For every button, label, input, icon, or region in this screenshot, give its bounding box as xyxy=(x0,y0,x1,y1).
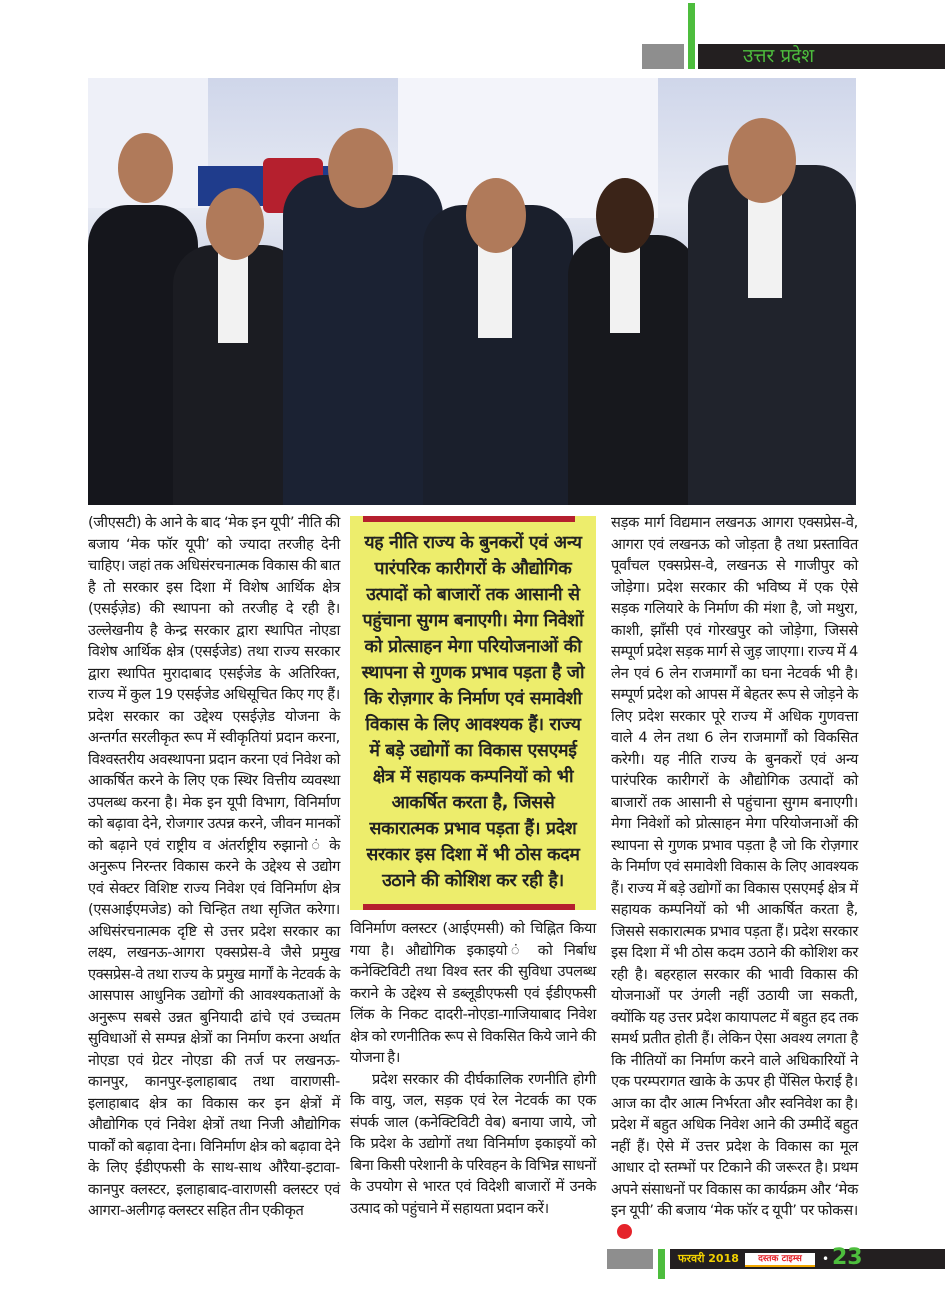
pull-quote-box xyxy=(350,516,596,910)
photo-person-head xyxy=(328,128,393,208)
paragraph-text: सड़क मार्ग विद्यमान लखनऊ आगरा एक्सप्रेस-वे, आगरा एवं लखनऊ को जोड़ता है तथा प्रस्तावित पूर्वांचल एक्सप्रेस-वे, लखनऊ से गाजीपुर को जोड़ेगा। प्रदेश सरकार की भविष्य में एक ऐसे सड़क गलियारे के निर्माण की मंशा है, जो मथुरा, काशी, झाँसी एवं गोरखपुर को जोड़ेगा, जिससे सम्पूर्ण प्रदेश सड़क मार्ग से जुड़ जाएगा। राज्य में 4 लेन एवं 6 लेन राजमार्गों का घना नेटवर्क भी है। सम्पूर्ण प्रदेश को आपस में बेहतर रूप से जोड़ने के लिए प्रदेश सरकार पूरे राज्य में अधिक गुणवत्ता वाले 4 लेन तथा 6 लेन राजमार्गों को विकसित करेगी। यह नीति राज्य के बुनकरों एवं अन्य पारंपरिक कारीगरों के औद्योगिक उत्पादों को बाजारों तक आसानी से पहुंचाना सुगम बनाएगी। मेगा निवेशों को प्रोत्साहन मेगा परियोजनाओं की स्थापना से गुणक प्रभाव पड़ता है जो कि रोज़गार के निर्माण एवं समावेशी विकास के लिए आवश्यक हैं। राज्य में बड़े उद्योगों का विकास एसएमई क्षेत्र में सहायक कम्पनियों को भी आकर्षित करता है, जिससे सकारात्मक प्रभाव पड़ता हैं। प्रदेश सरकार इस दिशा में भी ठोस कदम उठाने की कोशिश कर रही है। बहरहाल सरकार की भावी विकास की योजनाओं पर उंगली नहीं उठायी जा सकती, क्योंकि यह उत्तर प्रदेश कायापलट में बहुत हद तक समर्थ प्रतीत होती हैं। लेकिन ऐसा अवश्य लगता है कि नीतियों का निर्माण करने वाले अधिकारियों ने एक परम्परागत खाके के ऊपर ही पेंसिल फेराई है। आज का दौर आत्म निर्भरता और स्वनिवेश का है। प्रदेश में बहुत अधिक निवेश आने की उम्मीदें बहुत नहीं हैं। ऐसे में उत्तर प्रदेश के विकास का मूल आधार दो स्तम्भों पर टिकाने की जरूरत है। प्रथम अपने संसाधनों पर विकास का कार्यक्रम और ‘मेक इन यूपी’ की बजाय ‘मेक फॉर द यूपी’ पर फोकस। xyxy=(611,514,858,1219)
header-gray-block xyxy=(642,44,684,69)
pull-quote-bottom-rule xyxy=(363,904,575,910)
photo-person-shirt xyxy=(218,253,248,343)
middle-column xyxy=(350,516,596,1219)
paragraph: विनिर्माण क्लस्टर (आईएमसी) को चिह्नित किया गया है। औद्योगिक इकाइयो ं को निर्बाध कनेक्टिविटी तथा विश्व स्तर की सुविधा उपलब्ध कराने के उद्देश्य से डब्लूडीएफसी एवं ईडीएफसी लिंक के निकट दादरी-नोएडा-गाजियाबाद निवेश क्षेत्र को रणनीतिक रूप से विकसित किये जाने की योजना है। xyxy=(350,920,596,1066)
photo-person-head xyxy=(596,178,654,253)
photo-person xyxy=(283,175,443,505)
photo-person-shirt xyxy=(748,188,782,298)
article-column-2 xyxy=(350,918,596,1219)
pull-quote-text: यह नीति राज्य के बुनकरों एवं अन्य पारंपरिक कारीगरों के औद्योगिक उत्पादों को बाजारों तक आसानी से पहुंचाना सुगम बनाएगी। मेगा निवेशों को प्रोत्साहन मेगा परियोजनाओं की स्थापना से गुणक प्रभाव पड़ता है जो कि रोज़गार के निर्माण एवं समावेशी विकास के लिए आवश्यक हैं। राज्य में बड़े उद्योगों का विकास एसएमई क्षेत्र में सहायक कम्पनियों को भी आकर्षित करता है, जिससे सकारात्मक प्रभाव पड़ता हैं। प्रदेश सरकार इस दिशा में भी ठोस कदम उठाने की कोशिश कर रही है। xyxy=(361,533,585,891)
photo-person-shirt xyxy=(610,243,640,333)
magazine-logo: दस्तक टाइम्स xyxy=(745,1253,815,1267)
photo-person-head xyxy=(206,188,264,260)
section-title: उत्तर प्रदेश xyxy=(743,45,815,67)
footer-separator: • xyxy=(822,1252,830,1266)
photo-person-head xyxy=(728,118,796,203)
footer-green-rule xyxy=(658,1249,665,1279)
photo-person-head xyxy=(118,133,173,203)
paragraph: प्रदेश सरकार की दीर्घकालिक रणनीति होगी कि वायु, जल, सड़क एवं रेल नेटवर्क का एक संपर्क जाल (कनेक्टिविटी वेब) बनाया जाये, जो कि प्रदेश के उद्योगों तथा विनिर्माण इकाइयों को बिना किसी परेशानी के परिवहन के विभिन्न साधनों के उपयोग से भारत एवं विदेशी बाजारों में उनके उत्पाद को पहुंचाने में सहायता प्रदान करें। xyxy=(350,1070,596,1217)
end-of-article-dot-icon xyxy=(617,1224,632,1239)
paragraph: (जीएसटी) के आने के बाद ‘मेक इन यूपी’ नीति की बजाय ‘मेक फॉर यूपी’ को ज्यादा तरजीह देनी चाहिए। जहां तक अधिसंरचनात्मक विकास की बात है तो सरकार इस दिशा में विशेष आर्थिक क्षेत्र (एसईज़ेड) की स्थापना को तरजीह दे रही है। उल्लेखनीय है केन्द्र सरकार द्वारा स्थापित नोएडा विशेष आर्थिक क्षेत्र (एसईजेड) तथा राज्य सरकार द्वारा स्थापित मुरादाबाद एसईजेड के अतिरिक्त, राज्य में कुल 19 एसईजेड अधिसूचित किए गए हैं। प्रदेश सरकार का उद्देश्य एसईज़ेड योजना के अन्तर्गत सरलीकृत रूप में स्वीकृतियां प्रदान करना, विश्वस्तरीय अवस्थापना प्रदान करना एवं निवेश को आकर्षित करने के लिए एक स्थिर वित्तीय व्यवस्था उपलब्ध करना है। मेक इन यूपी विभाग, विनिर्माण को बढ़ावा देने, रोजगार उत्पन्न करने, जीवन मानकों को बढ़ाने एवं राष्ट्रीय व अंतर्राष्ट्रीय रुझानो ं के अनुरूप निरन्तर विकास करने के उद्देश्य से उद्योग एवं सेक्टर विशिष्ट राज्य निवेश एवं विनिर्माण क्षेत्र (एसआईएमजेड) को चिन्हित तथा सृजित करेगा। अधिसंरचनात्मक दृष्टि से उत्तर प्रदेश सरकार का लक्ष्य, लखनऊ-आगरा एक्सप्रेस-वे जैसे प्रमुख एक्सप्रेस-वे तथा राज्य के प्रमुख मार्गों के नेटवर्क के आसपास आधुनिक उद्योगों की आवश्यकताओं के अनुरूप सबसे उन्नत बुनियादी ढांचे एवं उच्चतम सुविधाओं से सम्पन्न क्षेत्रों का निर्माण करना अर्थात नोएडा एवं ग्रेटर नोएडा की तर्ज पर लखनऊ-कानपुर, कानपुर-इलाहाबाद तथा वाराणसी-इलाहाबाद क्षेत्र का विकास कर इन क्षेत्रों में औद्योगिक एवं निवेश क्षेत्रों तथा निजी औद्योगिक पार्कों को बढ़ावा देना। विनिर्माण क्षेत्र को बढ़ावा देने के लिए ईडीएफसी के साथ-साथ औरैया-इटावा-कानपुर क्लस्टर, इलाहाबाद-वाराणसी क्लस्टर एवं आगरा-अलीगढ़ क्लस्टर सहित तीन एकीकृत xyxy=(88,514,340,1219)
article-column-1 xyxy=(88,512,340,1222)
paragraph xyxy=(611,512,858,1243)
page-number: 23 xyxy=(832,1245,863,1270)
photo-person-head xyxy=(466,178,526,253)
footer-gray-block xyxy=(607,1249,653,1269)
photo-person-shirt xyxy=(478,238,512,338)
page-footer xyxy=(0,1245,945,1281)
article-column-3 xyxy=(611,512,858,1243)
pull-quote-top-rule xyxy=(363,516,575,522)
header-green-rule xyxy=(688,3,695,69)
summit-group-photo xyxy=(88,78,856,505)
issue-date: फरवरी 2018 xyxy=(678,1252,739,1265)
header-bar xyxy=(698,44,945,69)
